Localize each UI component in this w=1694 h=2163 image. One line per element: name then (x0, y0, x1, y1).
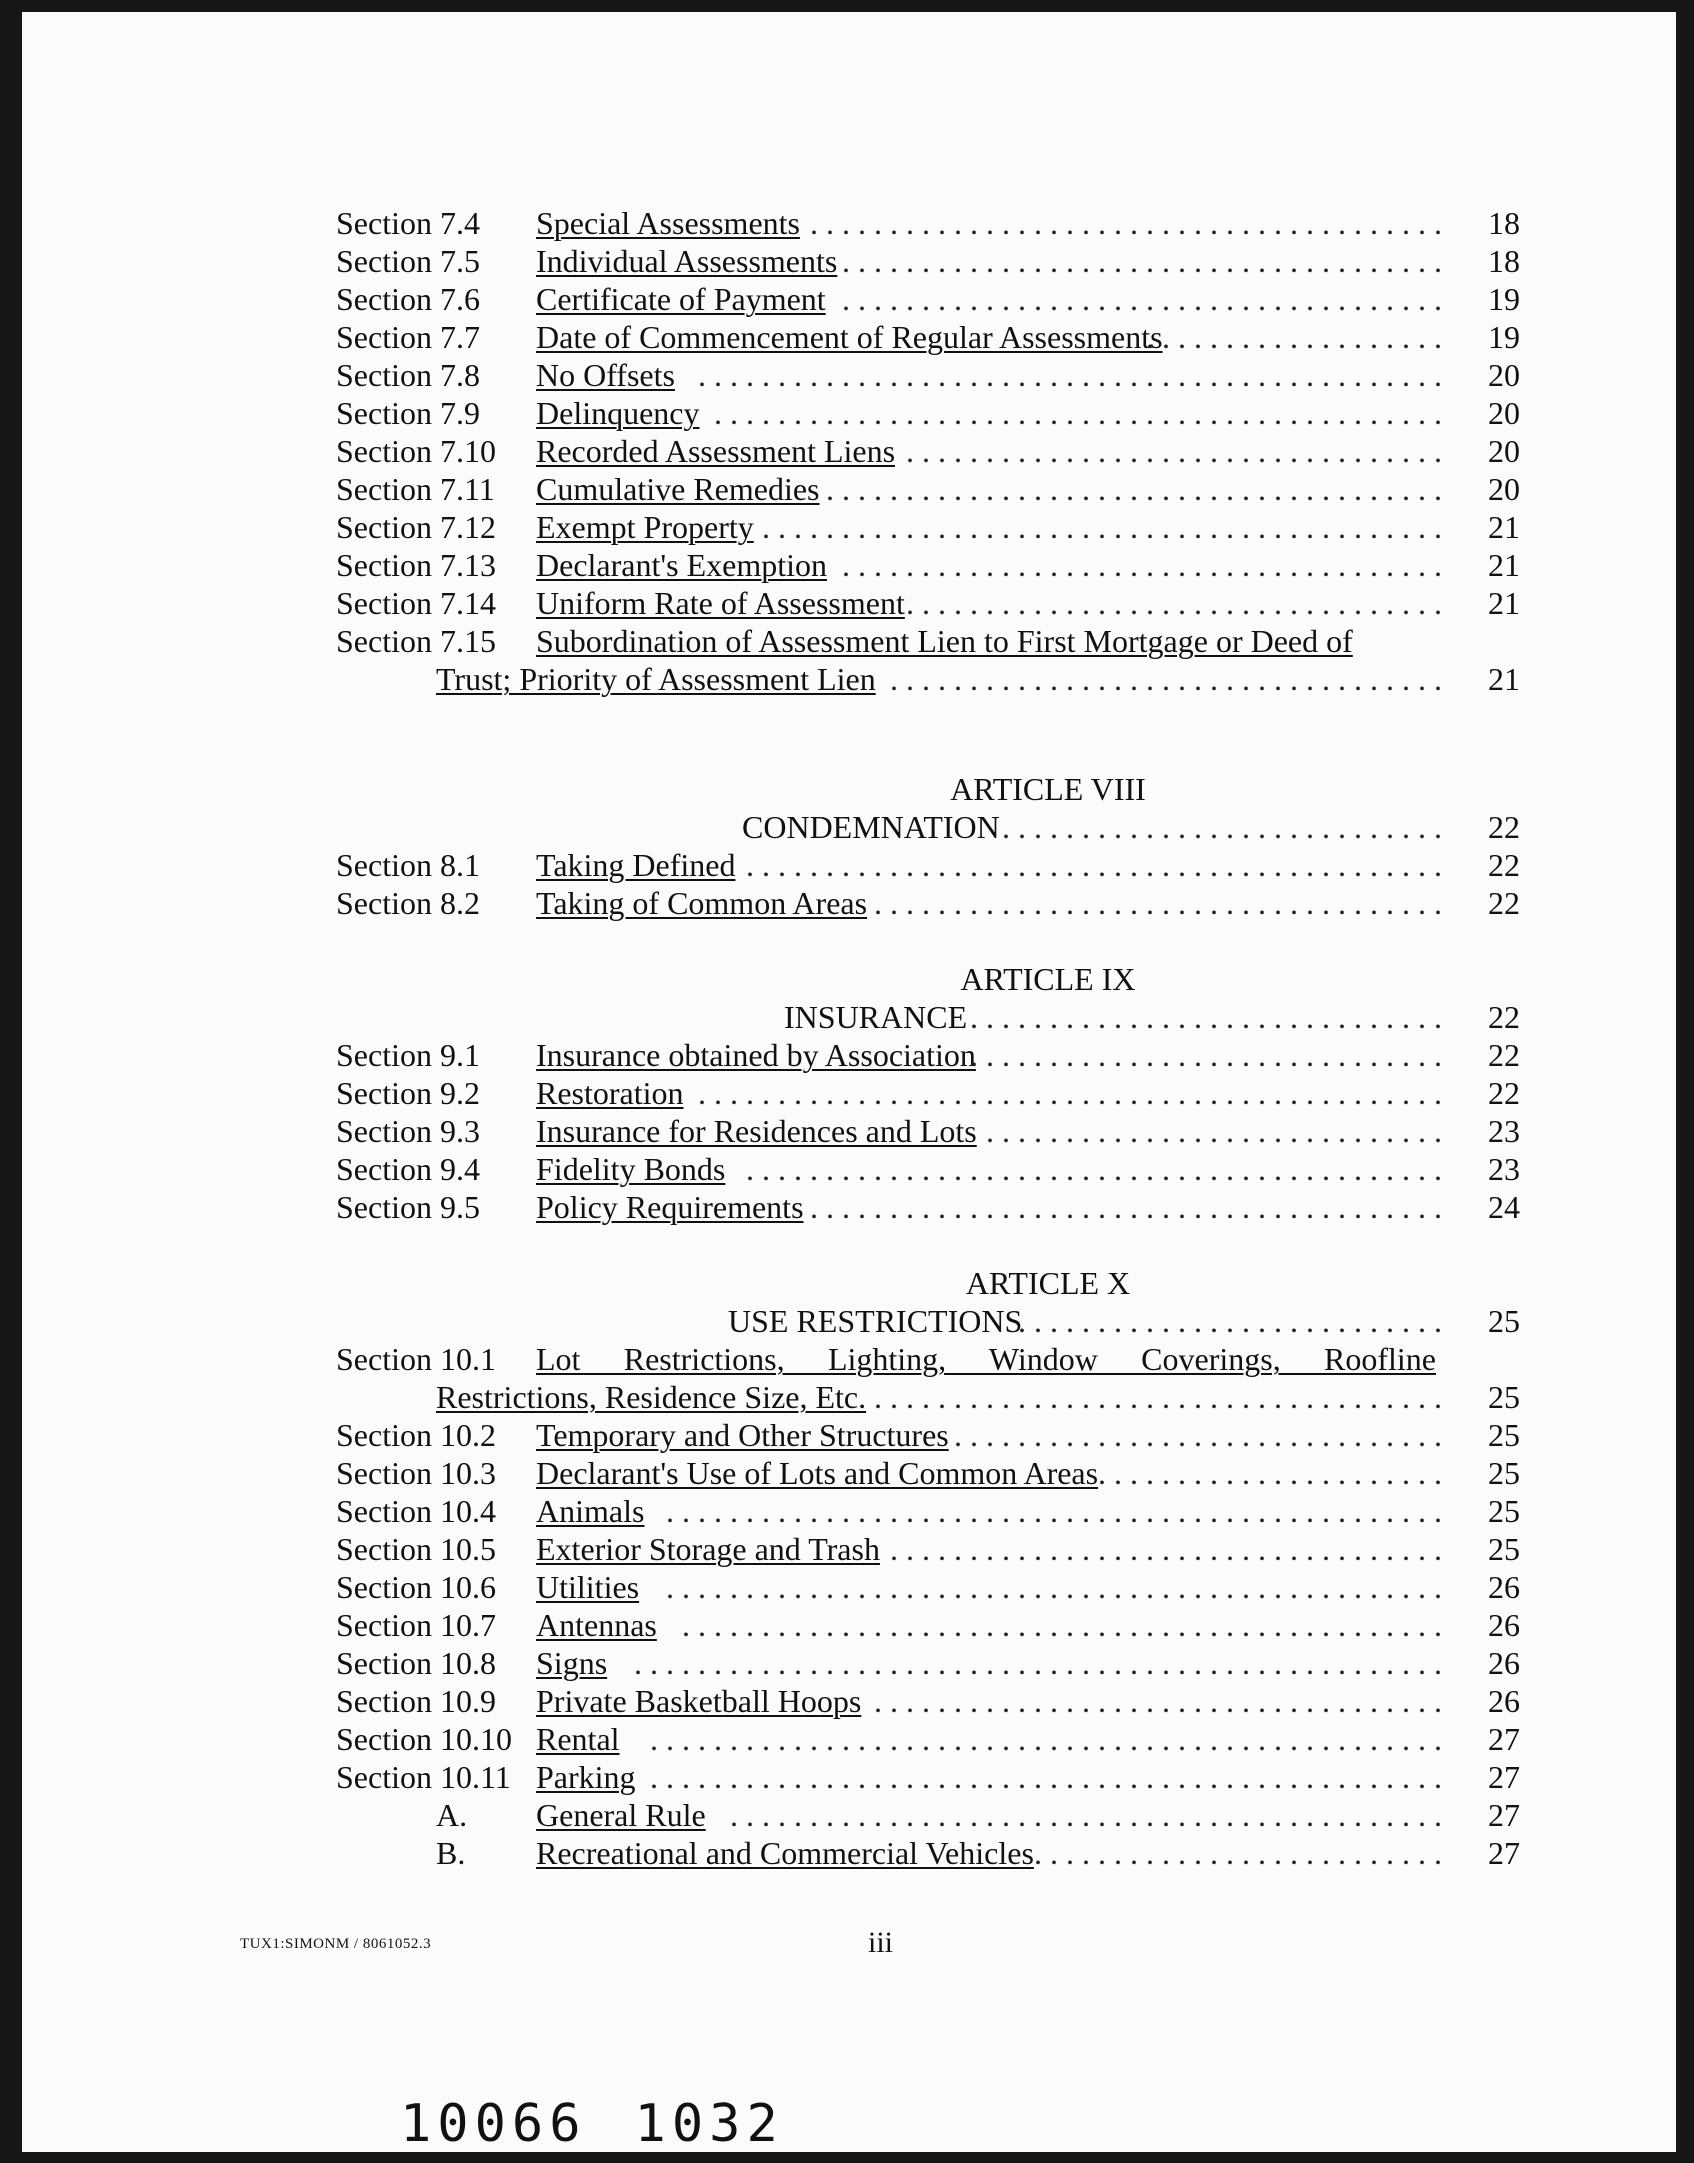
page-number: 25 (1488, 1417, 1520, 1453)
toc-entry (336, 1682, 1520, 1720)
page-number: 18 (1488, 205, 1520, 241)
section-label: Section 9.5 (336, 1189, 480, 1225)
section-label: Section 10.8 (336, 1645, 496, 1681)
stamp-right: 1032 (634, 2094, 784, 2154)
section-title: Declarant's Use of Lots and Common Areas (536, 1455, 1099, 1491)
section-title: Taking of Common Areas (536, 885, 868, 921)
dot-leader: ............................................ (746, 1151, 1450, 1187)
dot-leader: ................... (1146, 319, 1450, 355)
toc-entry (336, 470, 1520, 508)
page-number: 26 (1488, 1683, 1520, 1719)
section-title: Uniform Rate of Assessment (536, 585, 905, 621)
page-number-footer: iii (868, 1926, 894, 1959)
dot-leader: ............................ (1002, 809, 1450, 845)
dot-leader: ........................... (1018, 1303, 1450, 1339)
section-title: Exempt Property (536, 509, 754, 545)
section-label: Section 10.4 (336, 1493, 496, 1529)
section-title: Signs (536, 1645, 608, 1681)
page-number: 21 (1488, 661, 1520, 697)
page-number: 26 (1488, 1645, 1520, 1681)
section-title: Insurance for Residences and Lots (536, 1113, 977, 1149)
article-heading: ARTICLE IX (960, 961, 1136, 997)
toc-entry (336, 356, 1520, 394)
page-number: 25 (1488, 1379, 1520, 1415)
toc-entry (336, 318, 1520, 356)
section-label: Section 10.10 (336, 1721, 512, 1757)
dot-leader: ................................................. (666, 1569, 1450, 1605)
section-label: Section 7.12 (336, 509, 496, 545)
section-title-continued: Trust; Priority of Assessment Lien (436, 661, 876, 697)
page-number: 27 (1488, 1721, 1520, 1757)
toc-entry (336, 204, 1520, 242)
page-number: 26 (1488, 1569, 1520, 1605)
dot-leader: ............................................... (698, 357, 1450, 393)
page-number: 25 (1488, 1455, 1520, 1491)
dot-leader: ................................................ (682, 1607, 1450, 1643)
toc-entry (336, 1150, 1520, 1188)
section-label: Section 8.1 (336, 847, 480, 883)
section-label: Section 7.10 (336, 433, 496, 469)
section-title: Subordination of Assessment Lien to First Mortgage or Deed of (536, 623, 1353, 659)
section-label: Section 7.11 (336, 471, 495, 507)
page-number: 20 (1488, 433, 1520, 469)
toc-entry (336, 1720, 1520, 1758)
dot-leader: .......................... (1034, 1835, 1450, 1871)
toc-entry (336, 394, 1520, 432)
section-label: Section 7.13 (336, 547, 496, 583)
page-number: 22 (1488, 1075, 1520, 1111)
toc-entry (336, 1758, 1520, 1796)
dot-leader: .............................................. (714, 395, 1450, 431)
section-title: Animals (536, 1493, 645, 1529)
dot-leader: ................................................. (666, 1493, 1450, 1529)
section-title: Rental (536, 1721, 620, 1757)
section-title: Date of Commencement of Regular Assessments (536, 319, 1163, 355)
section-title: Insurance obtained by Association (536, 1037, 976, 1073)
dot-leader: .................................................. (650, 1721, 1450, 1757)
subsection-label: A. (436, 1797, 468, 1833)
article-heading: ARTICLE X (965, 1265, 1131, 1301)
section-label: Section 7.14 (336, 585, 496, 621)
dot-leader: .................................... (874, 885, 1450, 921)
dot-leader: .................................................. (650, 1759, 1450, 1795)
dot-leader: ................................... (890, 661, 1450, 697)
section-label: Section 7.5 (336, 243, 480, 279)
dot-leader: ............................................ (746, 847, 1450, 883)
page-number: 27 (1488, 1759, 1520, 1795)
toc-entry-continuation (336, 660, 1520, 698)
section-label: Section 10.6 (336, 1569, 496, 1605)
toc-entry (336, 1530, 1520, 1568)
page-number: 27 (1488, 1835, 1520, 1871)
page-number: 22 (1488, 809, 1520, 845)
toc-entry (336, 1036, 1520, 1074)
section-label: Section 10.1 (336, 1341, 496, 1377)
page-number: 21 (1488, 547, 1520, 583)
toc-entry (336, 508, 1520, 546)
section-label: Section 7.9 (336, 395, 480, 431)
page-number: 24 (1488, 1189, 1520, 1225)
bates-stamp (400, 2094, 784, 2154)
section-title: Exterior Storage and Trash (536, 1531, 880, 1567)
dot-leader: .............................. (970, 1037, 1450, 1073)
document-page (22, 12, 1676, 2152)
page-number: 20 (1488, 395, 1520, 431)
page-number: 21 (1488, 509, 1520, 545)
toc-entry (336, 1492, 1520, 1530)
document-id: TUX1:SIMONM / 8061052.3 (240, 1936, 432, 1952)
article-title-row (336, 998, 1520, 1036)
dot-leader: ...................................... (842, 243, 1450, 279)
dot-leader: ....................................... (826, 471, 1450, 507)
dot-leader: .................................... (874, 1379, 1450, 1415)
section-title: Restoration (536, 1075, 684, 1111)
dot-leader: ............................. (986, 1113, 1450, 1149)
toc-entry (336, 1340, 1520, 1378)
toc-entry (336, 622, 1520, 660)
dot-leader: ...................................... (842, 547, 1450, 583)
section-label: Section 7.6 (336, 281, 480, 317)
section-title: Taking Defined (536, 847, 736, 883)
toc-entry (336, 1606, 1520, 1644)
toc-entry (336, 280, 1520, 318)
dot-leader: .................................... (874, 1683, 1450, 1719)
article-title-row (336, 808, 1520, 846)
section-label: Section 10.2 (336, 1417, 496, 1453)
page-number: 23 (1488, 1113, 1520, 1149)
page-number: 19 (1488, 281, 1520, 317)
page-number: 20 (1488, 357, 1520, 393)
dot-leader: ............................... (954, 1417, 1450, 1453)
section-label: Section 10.9 (336, 1683, 496, 1719)
table-of-contents (336, 204, 1520, 1872)
page-number: 22 (1488, 847, 1520, 883)
section-title: Cumulative Remedies (536, 471, 820, 507)
section-title: Individual Assessments (536, 243, 838, 279)
section-label: Section 10.7 (336, 1607, 496, 1643)
section-title: Delinquency (536, 395, 700, 431)
toc-entry (336, 432, 1520, 470)
page-number: 18 (1488, 243, 1520, 279)
toc-entry (336, 1454, 1520, 1492)
subsection-title: Recreational and Commercial Vehicles (536, 1835, 1034, 1871)
section-title: Recorded Assessment Liens (536, 433, 896, 469)
page-number: 20 (1488, 471, 1520, 507)
toc-subentry (336, 1834, 1520, 1872)
section-label: Section 10.5 (336, 1531, 496, 1567)
page-number: 22 (1488, 885, 1520, 921)
section-label: Section 8.2 (336, 885, 480, 921)
toc-entry (336, 584, 1520, 622)
section-label: Section 9.1 (336, 1037, 480, 1073)
page-number: 26 (1488, 1607, 1520, 1643)
section-title: Declarant's Exemption (536, 547, 827, 583)
toc-entry (336, 1074, 1520, 1112)
section-title: Special Assessments (536, 205, 800, 241)
toc-entry-continuation (336, 1378, 1520, 1416)
section-title-continued: Restrictions, Residence Size, Etc. (436, 1379, 867, 1415)
dot-leader: ...................... (1098, 1455, 1450, 1491)
page-number: 25 (1488, 1493, 1520, 1529)
section-label: Section 9.4 (336, 1151, 480, 1187)
subsection-title: General Rule (536, 1797, 706, 1833)
toc-entry (336, 242, 1520, 280)
section-label: Section 7.15 (336, 623, 496, 659)
dot-leader: ................................................... (634, 1645, 1450, 1681)
toc-entry (336, 884, 1520, 922)
section-label: Section 7.8 (336, 357, 480, 393)
toc-entry (336, 1188, 1520, 1226)
dot-leader: ........................................ (810, 205, 1450, 241)
section-title: Fidelity Bonds (536, 1151, 726, 1187)
section-title: Temporary and Other Structures (536, 1417, 949, 1453)
section-label: Section 9.2 (336, 1075, 480, 1111)
section-label: Section 7.4 (336, 205, 480, 241)
page-number: 27 (1488, 1797, 1520, 1833)
section-label: Section 9.3 (336, 1113, 480, 1149)
toc-subentry (336, 1796, 1520, 1834)
page-number: 25 (1488, 1303, 1520, 1339)
page-number: 22 (1488, 1037, 1520, 1073)
article-title-row (336, 1302, 1520, 1340)
dot-leader: ........................................ (810, 1189, 1450, 1225)
dot-leader: .................................. (906, 585, 1450, 621)
toc-entry (336, 546, 1520, 584)
section-title: Private Basketball Hoops (536, 1683, 862, 1719)
section-title: Antennas (536, 1607, 657, 1643)
dot-leader: .................................. (906, 433, 1450, 469)
section-label: Section 10.11 (336, 1759, 511, 1795)
toc-entry (336, 846, 1520, 884)
dot-leader: ...................................... (842, 281, 1450, 317)
dot-leader: .............................. (970, 999, 1450, 1035)
section-label: Section 7.7 (336, 319, 480, 355)
article-heading: ARTICLE VIII (950, 771, 1146, 807)
page-number: 23 (1488, 1151, 1520, 1187)
toc-entry (336, 1112, 1520, 1150)
section-title: Lot Restrictions, Lighting, Window Coverings, Roofline (536, 1341, 1436, 1377)
section-title: Certificate of Payment (536, 281, 826, 317)
dot-leader: ........................................... (762, 509, 1450, 545)
section-title: Policy Requirements (536, 1189, 804, 1225)
toc-entry (336, 1568, 1520, 1606)
article-title: USE RESTRICTIONS (728, 1303, 1023, 1339)
section-title: Parking (536, 1759, 636, 1795)
dot-leader: ............................................... (698, 1075, 1450, 1111)
page-number: 22 (1488, 999, 1520, 1035)
subsection-label: B. (436, 1835, 466, 1871)
page-number: 19 (1488, 319, 1520, 355)
section-title: Utilities (536, 1569, 640, 1605)
page-number: 21 (1488, 585, 1520, 621)
dot-leader: ................................... (890, 1531, 1450, 1567)
stamp-left: 10066 (400, 2094, 587, 2154)
toc-entry (336, 1644, 1520, 1682)
article-title: CONDEMNATION (742, 809, 1000, 845)
dot-leader: ............................................. (730, 1797, 1450, 1833)
article-title: INSURANCE (784, 999, 968, 1035)
section-label: Section 10.3 (336, 1455, 496, 1491)
toc-entry (336, 1416, 1520, 1454)
section-title: No Offsets (536, 357, 675, 393)
page-number: 25 (1488, 1531, 1520, 1567)
